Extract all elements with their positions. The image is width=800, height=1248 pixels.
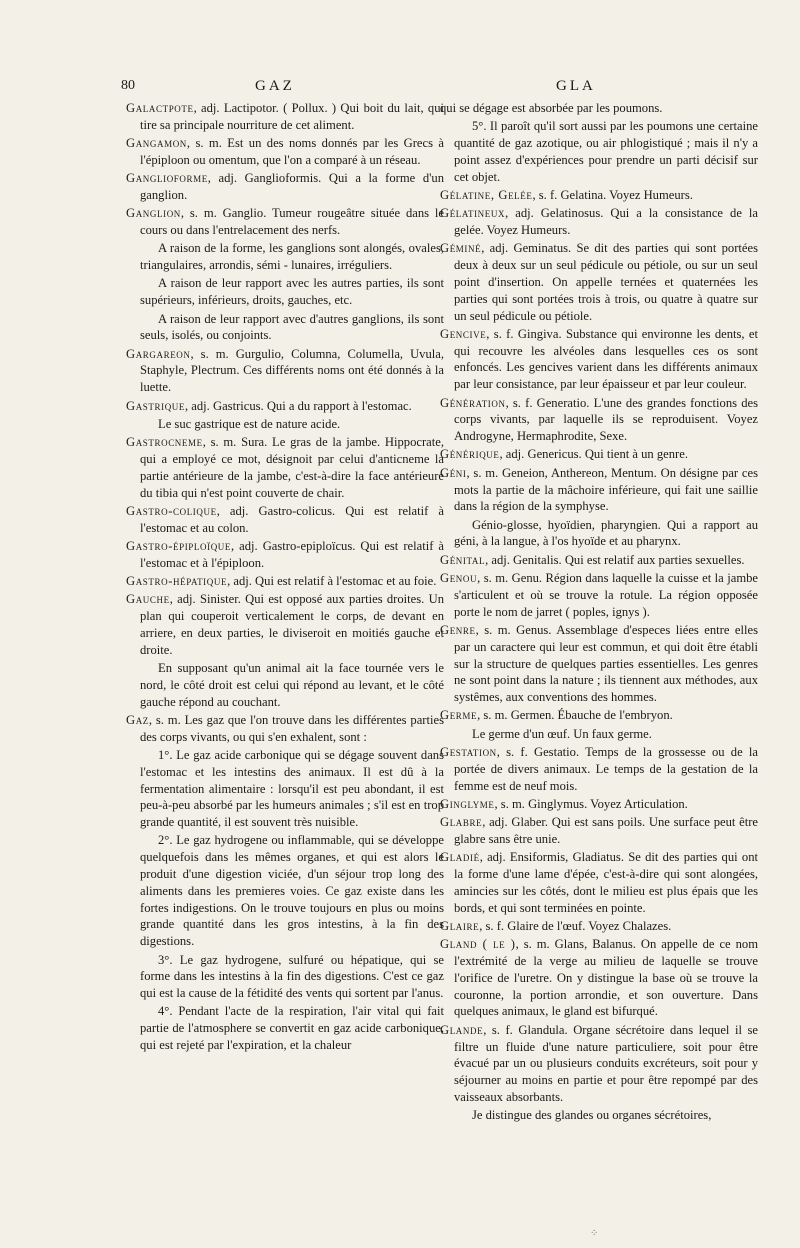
dictionary-entry	[440, 849, 758, 916]
dictionary-entry	[440, 570, 758, 620]
dictionary-entry	[440, 395, 758, 445]
entry-definition: , adj. Ganglioformis. Qui a la forme d'un ganglion.	[140, 171, 444, 202]
entry-headword: Géminé	[440, 241, 482, 256]
entry-definition: , s. m. Est un des noms donnés par les Grecs à l'épiploon ou omentum, que l'on a comparé à un réseau.	[140, 136, 444, 167]
printer-mark-icon: ⁘	[590, 1228, 599, 1239]
entry-definition: , s. f. Glandula. Organe sécrétoire dans lequel il se filtre un fluide d'une nature particuliere, soit pour être évacué par un ou plusieurs conduits excréteurs, soit pour y séjourner au moins en partie et pour être repompé par des vaisseaux absorbants.	[454, 1022, 758, 1104]
entry-headword: Gélatine, Gelée	[440, 187, 533, 202]
entry-definition: , adj. Qui est relatif à l'estomac et au foie.	[227, 574, 437, 589]
left-column	[126, 100, 444, 1055]
dictionary-entry	[126, 170, 444, 204]
entry-headword: Ganglioforme	[126, 171, 208, 186]
dictionary-entry	[440, 205, 758, 239]
dictionary-entry	[440, 1022, 758, 1106]
entry-definition: , s. m. Ganglio. Tumeur rougeâtre située dans le cours ou dans l'entrelacement des nerfs.	[140, 206, 444, 238]
entry-headword: Gastro-hépatique	[126, 574, 228, 589]
entry-headword: Gangamon	[126, 136, 187, 151]
entry-headword: Génital	[440, 552, 486, 567]
entry-definition: , s. m. Sura. Le gras de la jambe. Hippocrate, qui a employé ce mot, désignoit par celui d'anticneme la partie antérieure de la jambe, c'est-à-dire la face antérieure du tibia qui n'est point couverte de chair.	[140, 435, 444, 500]
sub-paragraph: 5°. Il paroît qu'il sort aussi par les poumons une certaine quantité de gaz azotique, ou air phlogistiqué ; mais il n'y a point assez d'expériences pour prendre un parti décisif sur cet objet.	[454, 119, 758, 184]
sub-paragraph: 3°. Le gaz hydrogene, sulfuré ou hépatique, qui se forme dans les intestins à la fin des digestions. C'est ce gaz qui est la cause de la fétidité des vents qui sortent par l'anus.	[140, 952, 444, 1001]
dictionary-entry	[440, 187, 758, 204]
dictionary-entry	[126, 205, 444, 239]
entry-definition: , s. m. Genu. Région dans laquelle la cuisse et la jambe s'articulent et où se trouve la rotule. La région opposée porte le nom de jarret ( poples, ignys ).	[454, 571, 758, 619]
dictionary-entry	[440, 446, 758, 463]
entry-definition: , s. f. Glaire de l'œuf. Voyez Chalazes.	[479, 918, 672, 933]
entry-definition: , s. m. Genus. Assemblage d'especes liées entre elles par un caractere qui leur est commun, et qui doit être établi sur la structure de quelques parties essentielles. Les genres ne sont point dans la nature ; ils tiennent aux méthodes, aux systêmes, aux conventions des hommes.	[454, 622, 758, 705]
sub-paragraph: Le suc gastrique est de nature acide.	[158, 416, 341, 431]
entry-definition: , adj. Gastro-colicus. Qui est relatif à l'estomac et au colon.	[140, 503, 444, 535]
sub-paragraph: A raison de leur rapport avec d'autres ganglions, ils sont seuls, isolés, ou conjoints.	[140, 311, 444, 343]
entry-definition: , s. m. Glans, Balanus. On appelle de ce nom l'extrémité de la verge au milieu de laquelle se trouve l'orifice de l'uretre. On y distingue la base où se trouve la couronne, la portion arrondie, et son ouverture. Dans quelques animaux, le gland est bifurqué.	[454, 937, 758, 1019]
entry-definition: , adj. Lactipotor. ( Pollux. ) Qui boit du lait, qui tire sa principale nourriture de cet aliment.	[140, 101, 444, 132]
entry-headword: Gastrocneme	[126, 435, 203, 450]
sub-paragraph: Je distingue des glandes ou organes sécrétoires,	[472, 1108, 712, 1123]
entry-definition: , s. f. Gestatio. Temps de la grossesse ou de la portée de divers animaux. Le temps de la gestation de la femme est de neuf mois.	[454, 744, 758, 793]
dictionary-entry	[126, 538, 444, 572]
entry-headword: Gaz	[126, 712, 149, 727]
dictionary-entry	[440, 814, 758, 848]
dictionary-entry	[440, 326, 758, 393]
entry-headword: Germe	[440, 708, 478, 723]
dictionary-entry	[126, 346, 444, 396]
sub-paragraph: Le germe d'un œuf. Un faux germe.	[472, 726, 652, 741]
entry-headword: Genre	[440, 622, 476, 637]
dictionary-entry	[440, 707, 758, 724]
entry-headword: Ganglion	[126, 206, 181, 221]
running-head-left: GAZ	[255, 78, 295, 94]
dictionary-entry	[126, 591, 444, 658]
dictionary-entry	[440, 936, 758, 1020]
entry-definition: , s. f. Gingiva. Substance qui environne les dents, et qui recouvre les alvéoles dans lesquelles ces os sont enfoncés. Les gencives varient dans les différents animaux par leur consistance, par leur épaisseur et par leur couleur.	[454, 326, 758, 392]
sub-paragraph: 1°. Le gaz acide carbonique qui se dégage souvent dans l'estomac et les intestins des animaux. Il est dû à la fermentation alimentaire : lorsqu'il est peu abondant, il est peu-à-peu absorbé par les humeurs animales ; s'il est en trop grande quantité, il est souvent très nuisible.	[140, 747, 444, 830]
entry-headword: Ginglyme	[440, 796, 495, 811]
entry-definition: , s. m. Ginglymus. Voyez Articulation.	[494, 796, 688, 811]
entry-headword: Gladié	[440, 850, 480, 865]
entry-definition: , adj. Sinister. Qui est opposé aux parties droites. Un plan qui couperoit verticalement le corps, de devant en arriere, en deux parties, le diviseroit en moitiés gauche et droite.	[140, 592, 444, 657]
entry-definition: , s. f. Gelatina. Voyez Humeurs.	[532, 187, 693, 202]
entry-headword: Gastro-épiploïque	[126, 538, 231, 553]
dictionary-entry	[126, 712, 444, 746]
entry-definition: , adj. Gelatinosus. Qui a la consistance de la gelée. Voyez Humeurs.	[454, 206, 758, 238]
entry-definition: , s. m. Gurgulio, Columna, Columella, Uvula, Staphyle, Plectrum. Ces différents noms ont été donnés à la luette.	[140, 346, 444, 395]
entry-headword: Gestation	[440, 744, 497, 759]
entry-headword: Glabre	[440, 815, 483, 830]
entry-headword: Galactpote	[126, 101, 194, 115]
entry-headword: Gastro-colique	[126, 503, 217, 518]
sub-paragraph: Génio-glosse, hyoïdien, pharyngien. Qui a rapport au géni, à la langue, à l'os hyoïde et au pharynx.	[454, 517, 758, 549]
entry-headword: Géni	[440, 465, 467, 480]
entry-headword: Gastrique	[126, 398, 185, 413]
dictionary-entry	[440, 622, 758, 706]
dictionary-entry	[126, 100, 444, 134]
sub-paragraph: 2°. Le gaz hydrogene ou inflammable, qui se développe quelquefois dans les mêmes organes, et qui est alors le produit d'une digestion viciée, d'un séjour trop long des aliments dans les premieres voies. Ce gaz existe dans les fortes indigestions. On le trouve toujours en plus ou moins grande quantité dans les gros intestins, à la fin des digestions.	[140, 833, 444, 949]
entry-headword: Glande	[440, 1022, 484, 1037]
entry-definition: , adj. Glaber. Qui est sans poils. Une surface peut être glabre sans être unie.	[454, 815, 758, 846]
entry-headword: Gargareon	[126, 346, 191, 361]
running-head-right: GLA	[556, 78, 596, 94]
entry-headword: Gland ( le )	[440, 937, 516, 952]
sub-paragraph: A raison de leur rapport avec les autres parties, ils sont supérieurs, inférieurs, droits, gauches, etc.	[140, 276, 444, 308]
dictionary-entry	[440, 796, 758, 813]
entry-headword: Génération	[440, 395, 506, 410]
entry-definition: , adj. Genitalis. Qui est relatif aux parties sexuelles.	[485, 552, 745, 567]
dictionary-entry	[440, 744, 758, 794]
dictionary-entry	[126, 135, 444, 169]
entry-headword: Générique	[440, 447, 500, 462]
dictionary-entry	[440, 240, 758, 324]
sub-paragraph: En supposant qu'un animal ait la face tournée vers le nord, le côté droit est celui qui répond au levant, et le côté gauche répond au couchant.	[140, 661, 444, 709]
dictionary-entry	[126, 503, 444, 537]
dictionary-entry	[126, 434, 444, 501]
entry-definition: , adj. Gastro-epiploïcus. Qui est relatif à l'estomac et à l'épiploon.	[140, 538, 444, 570]
dictionary-entry	[440, 918, 758, 935]
entry-definition: , s. f. Generatio. L'une des grandes fonctions des corps vivants, par laquelle ils se reproduisent. Voyez Androgyne, Hermaphrodite, Sexe.	[454, 395, 758, 444]
entry-headword: Gencive	[440, 326, 487, 341]
entry-definition: , s. m. Geneion, Anthereon, Mentum. On désigne par ces mots la partie de la mâchoire inférieure, qui fait une saillie dans la région de la symphyse.	[454, 465, 758, 514]
sub-paragraph: 4°. Pendant l'acte de la respiration, l'air vital qui fait partie de l'atmosphere se convertit en gaz acide carbonique, qui est rejeté par l'expiration, et la chaleur	[140, 1004, 444, 1053]
dictionary-entry	[126, 573, 444, 590]
dictionary-entry	[440, 552, 758, 569]
continued-text: qui se dégage est absorbée par les poumons.	[440, 101, 663, 115]
right-column	[440, 100, 758, 1126]
dictionary-entry	[126, 398, 444, 415]
sub-paragraph: A raison de la forme, les ganglions sont alongés, ovales, triangulaires, arrondis, sémi - lunaires, irréguliers.	[140, 241, 444, 273]
entry-definition: , adj. Gastricus. Qui a du rapport à l'estomac.	[185, 398, 412, 413]
entry-headword: Gauche	[126, 592, 170, 607]
entry-definition: , s. m. Les gaz que l'on trouve dans les différentes parties des corps vivants, ou qui s'en exhalent, sont :	[140, 712, 444, 744]
entry-definition: , adj. Ensiformis, Gladiatus. Se dit des parties qui ont la forme d'une lame d'épée, c'est-à-dire qui sont alongées, amincies sur les côtés, dont le milieu est plus épais que les bords, et qui sont terminées en pointe.	[454, 850, 758, 915]
dictionary-entry	[440, 465, 758, 515]
entry-definition: , adj. Genericus. Qui tient à un genre.	[499, 447, 688, 462]
entry-headword: Glaire	[440, 918, 480, 933]
entry-headword: Genou	[440, 571, 478, 586]
page-number: 80	[121, 78, 135, 93]
entry-definition: , adj. Geminatus. Se dit des parties qui sont portées deux à deux sur un seul pédicule ou pétiole, ou sur un seul point d'insertion. On appelle ternées et quaternées les parties qui sont portées trois à trois, ou quatre à quatre sur un seul pédicule ou pétiole.	[454, 241, 758, 323]
entry-definition: , s. m. Germen. Ébauche de l'embryon.	[477, 708, 673, 723]
entry-headword: Gélatineux	[440, 206, 506, 221]
